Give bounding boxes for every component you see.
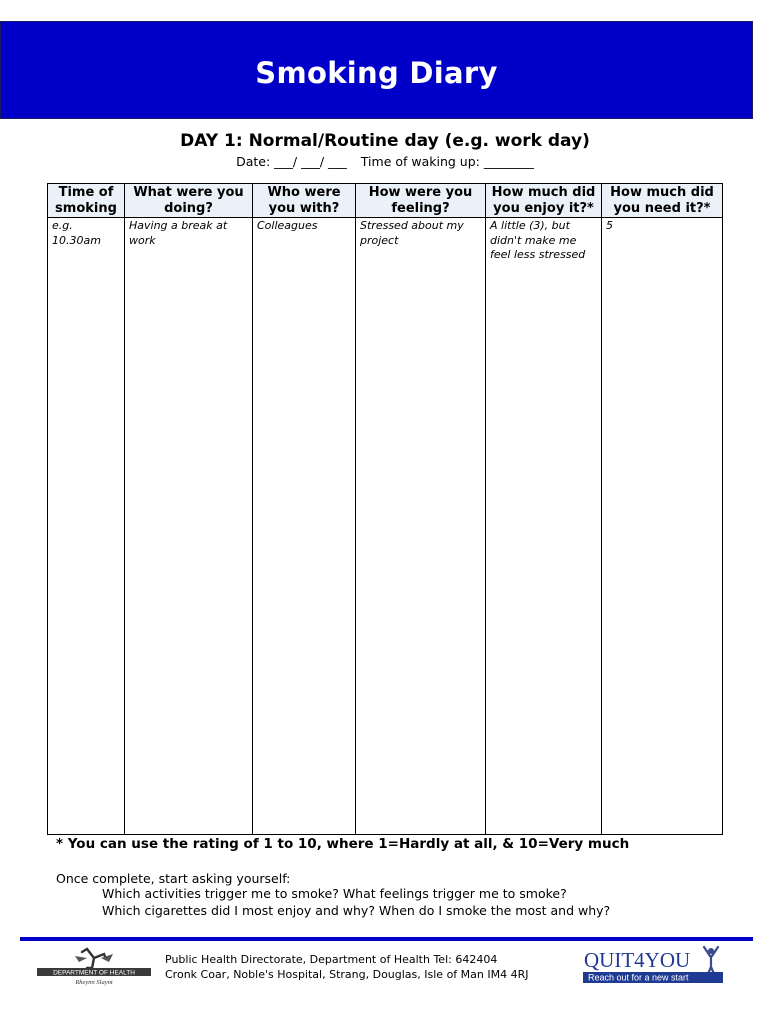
quit4you-logo-text: QUIT4YOU	[584, 948, 691, 972]
date-line	[0, 154, 770, 169]
column-header-need: How much did you need it?*	[602, 184, 723, 218]
reflection-intro: Once complete, start asking yourself:	[56, 871, 291, 886]
table-header-row	[48, 184, 723, 218]
department-logo-subtext: Rheynn Slaynt	[75, 979, 113, 986]
raised-arms-figure-icon	[704, 947, 718, 976]
date-field-label: Date: ___/ ___/ ___	[236, 154, 347, 169]
waking-time-label: Time of waking up: ________	[360, 154, 534, 169]
day-heading: DAY 1: Normal/Routine day (e.g. work day)	[180, 131, 590, 151]
example-cell-doing[interactable]: Having a break at work	[125, 218, 253, 835]
example-cell-time[interactable]: e.g. 10.30am	[48, 218, 125, 835]
column-header-enjoy: How much did you enjoy it?*	[486, 184, 602, 218]
three-legs-of-man-emblem-icon	[75, 949, 113, 968]
reflection-question-1: Which activities trigger me to smoke? What feelings trigger me to smoke?	[102, 886, 567, 901]
table-row	[48, 218, 723, 835]
rating-note: * You can use the rating of 1 to 10, where 1=Hardly at all, & 10=Very much	[56, 836, 630, 852]
quit4you-logo	[580, 945, 728, 985]
column-header-time: Time of smoking	[48, 184, 125, 218]
example-cell-with[interactable]: Colleagues	[253, 218, 356, 835]
footer-divider	[20, 937, 753, 941]
footer-address-line-1: Public Health Directorate, Department of Health Tel: 642404	[165, 953, 498, 966]
quit4you-tagline: Reach out for a new start	[588, 972, 689, 983]
column-header-with: Who were you with?	[253, 184, 356, 218]
page-title: Smoking Diary	[255, 56, 498, 90]
title-banner	[0, 21, 753, 119]
example-cell-enjoy[interactable]: A little (3), but didn't make me feel less stressed	[486, 218, 602, 835]
reflection-question-2: Which cigarettes did I most enjoy and why? When do I smoke the most and why?	[102, 903, 611, 918]
example-cell-need[interactable]: 5	[602, 218, 723, 835]
column-header-doing: What were you doing?	[125, 184, 253, 218]
footer-address-line-2: Cronk Coar, Noble's Hospital, Strang, Douglas, Isle of Man IM4 4RJ	[165, 968, 529, 981]
example-cell-feeling[interactable]: Stressed about my project	[356, 218, 486, 835]
column-header-feeling: How were you feeling?	[356, 184, 486, 218]
department-logo-text: DEPARTMENT OF HEALTH	[53, 969, 135, 977]
department-of-health-logo	[35, 946, 153, 986]
smoking-diary-table	[47, 183, 723, 835]
